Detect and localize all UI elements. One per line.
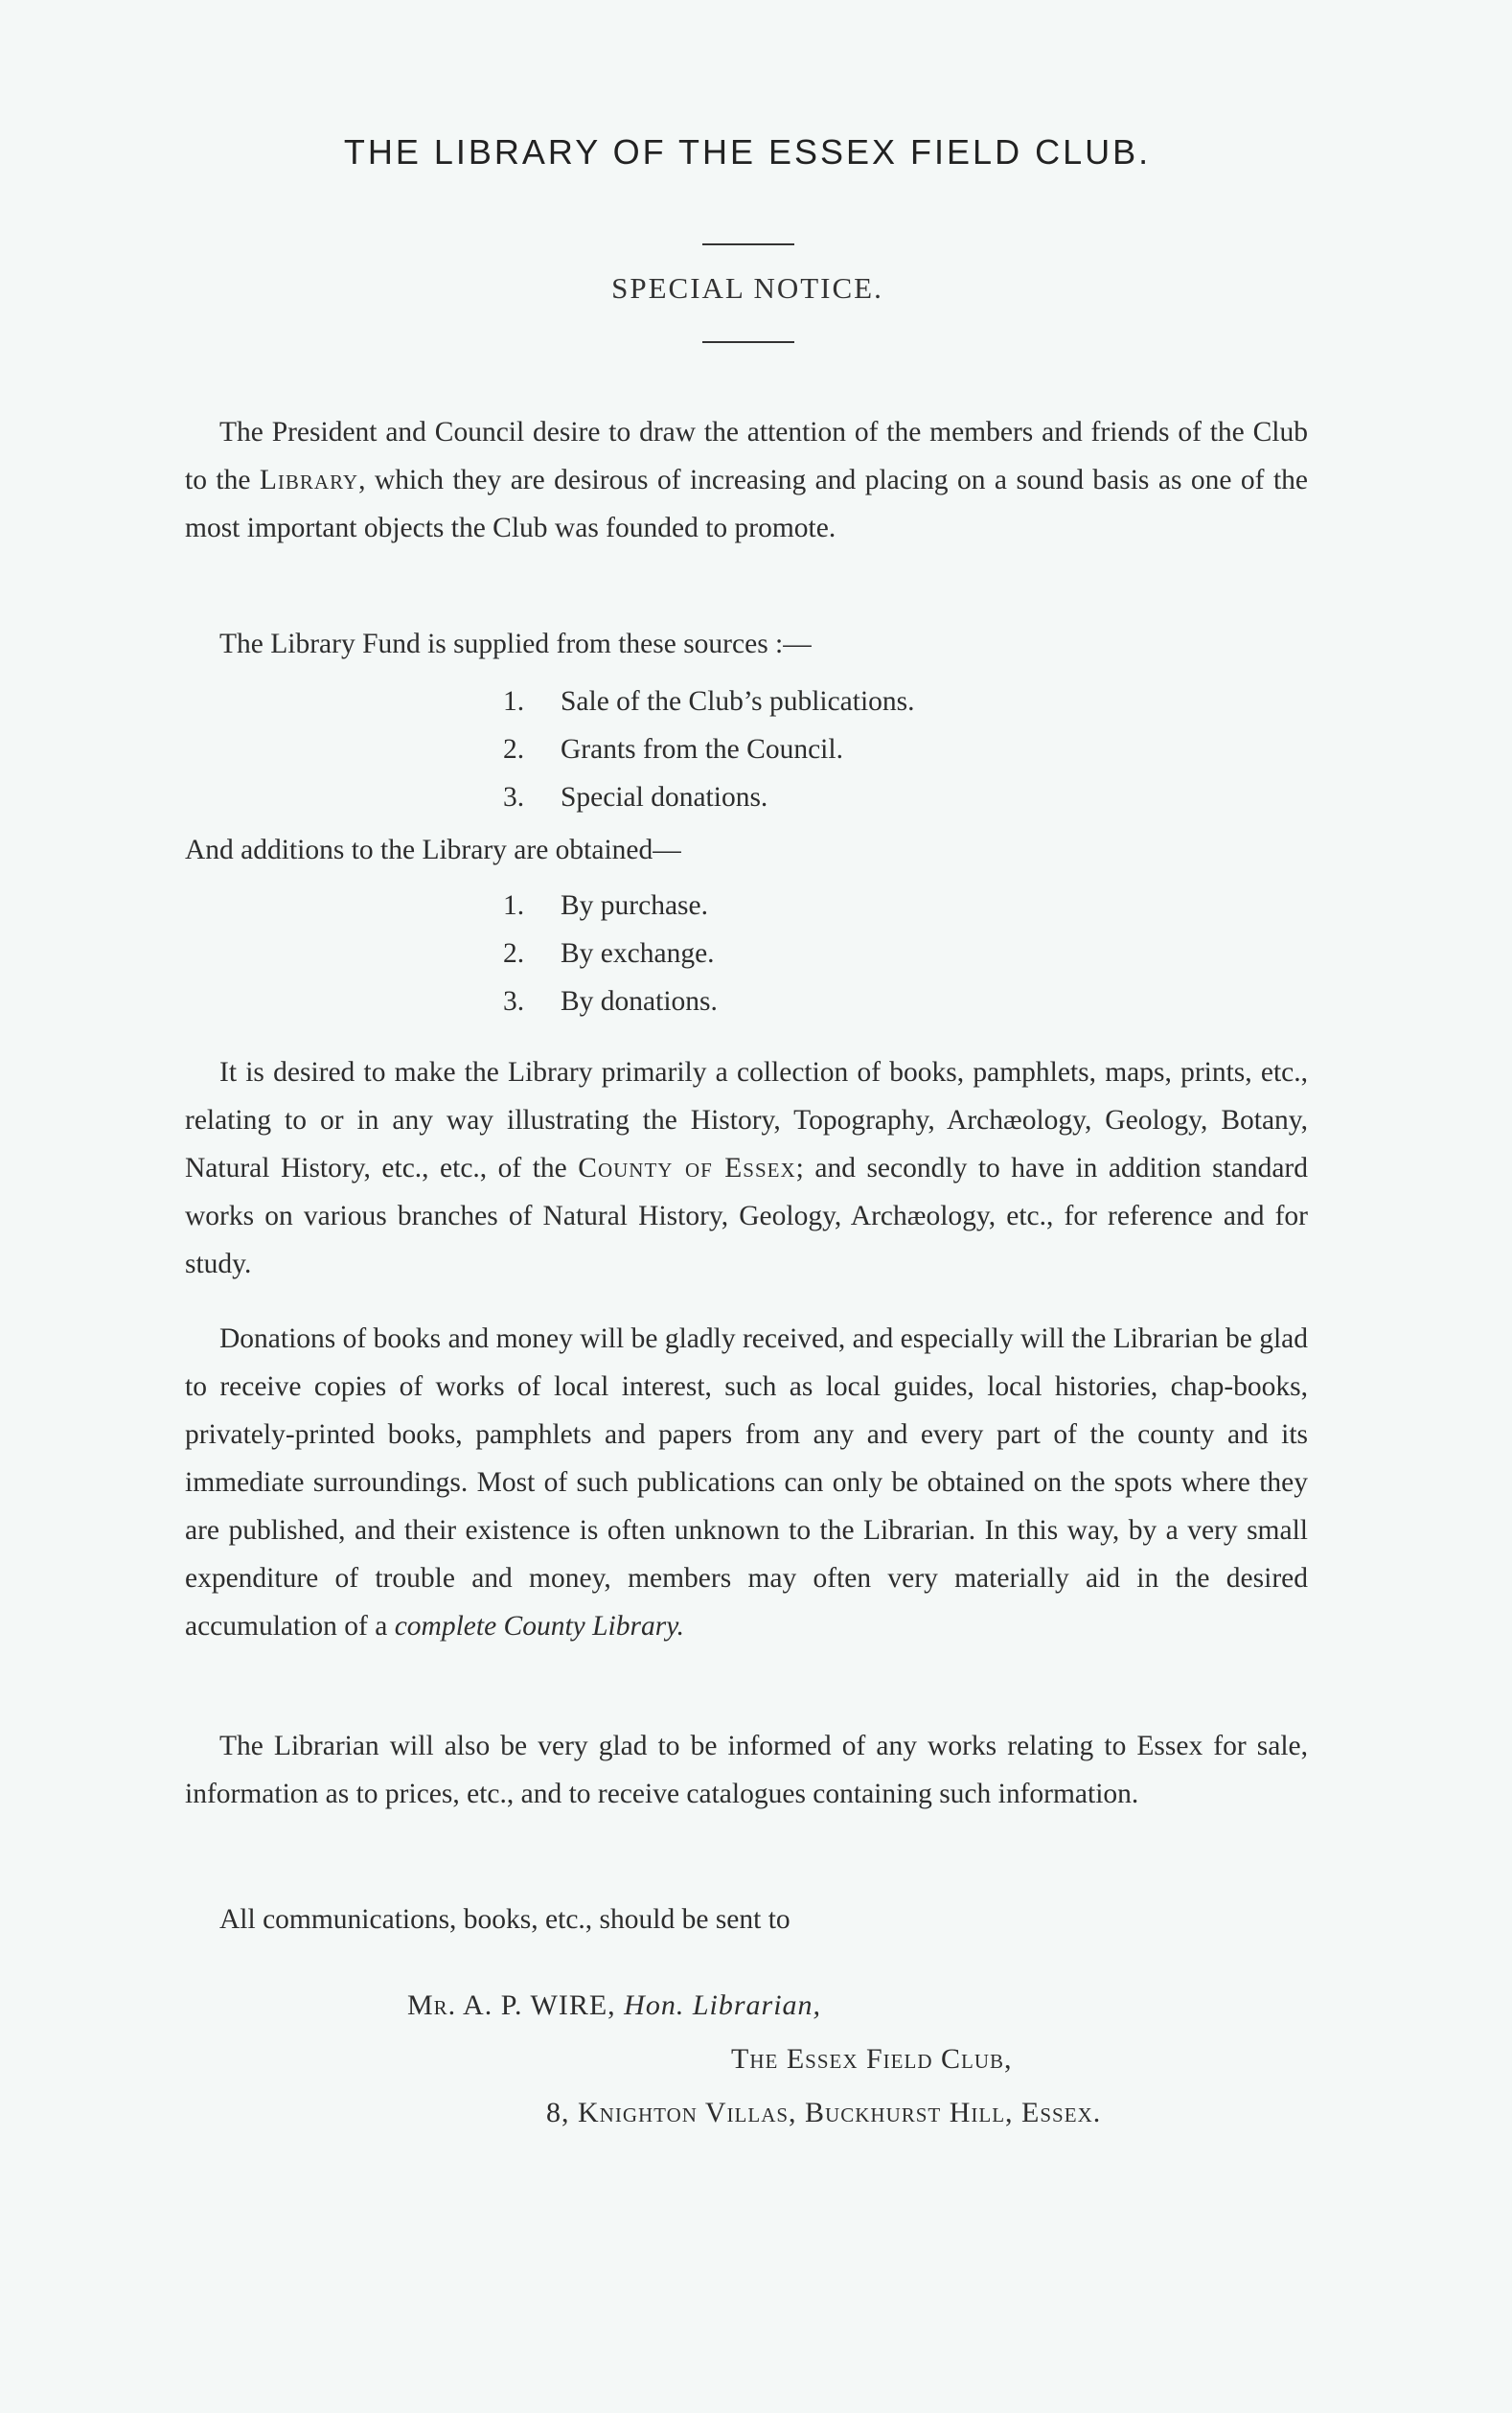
purpose-paragraph: It is desired to make the Library primarily a collection of books, pamphlets, maps, prints, etc., relating to or in any way illustrating the History, Topography, Archæology, Geology, Botany, Natural History, etc., etc., of the County of Essex; and secondly to have in addition standard works on various branches of Natural History, Geology, Archæology, etc., for reference and for study. bbox=[185, 1057, 1309, 1279]
top-divider bbox=[702, 243, 794, 245]
complete-county-library: complete County Library. bbox=[394, 1611, 685, 1642]
additions-intro: And additions to the Library are obtained— bbox=[185, 835, 681, 865]
addition-item: 1. By purchase. bbox=[503, 890, 709, 921]
addition-item: 3. By donations. bbox=[503, 986, 718, 1017]
fund-source-item: 2. Grants from the Council. bbox=[503, 734, 843, 765]
fund-intro: The Library Fund is supplied from these sources :— bbox=[219, 629, 812, 659]
intro-paragraph: The President and Council desire to draw the attention of the members and friends of the Club to the Library, which they are desirous of increasing and placing on a sound basis as one of the most important objects the Club was founded to promote. bbox=[185, 417, 1308, 543]
county-term: County of Essex bbox=[578, 1153, 796, 1184]
library-term: Library bbox=[259, 465, 359, 495]
fund-source-item: 1. Sale of the Club’s publications. bbox=[503, 686, 915, 717]
bottom-divider bbox=[702, 341, 794, 343]
librarian-note-paragraph: The Librarian will also be very glad to be informed of any works relating to Essex for sale, information as to prices, etc., and to receive catalogues containing such information. bbox=[185, 1731, 1308, 1809]
communications-line: All communications, books, etc., should be sent to bbox=[219, 1904, 790, 1935]
fund-source-item: 3. Special donations. bbox=[503, 782, 768, 813]
address-street-line: 8, Knighton Villas, Buckhurst Hill, Essex. bbox=[546, 2097, 1102, 2128]
page-subtitle: SPECIAL NOTICE. bbox=[611, 271, 883, 305]
address-name-line: Mr. A. P. WIRE, Hon. Librarian, bbox=[407, 1989, 822, 2021]
addition-item: 2. By exchange. bbox=[503, 938, 715, 969]
donations-paragraph: Donations of books and money will be gladly received, and especially will the Librarian be glad to receive copies of works of local interest, such as local guides, local histories, chap-books, privately-printed books, pamphlets and papers from any and every part of the county and its immediate surroundings. Most of such publications can only be obtained on the spots where they are published, and their existence is often unknown to the Librarian. In this way, by a very small expenditure of trouble and money, members may often very materially aid in the desired accumulation of a complete County Library. bbox=[185, 1323, 1308, 1642]
address-club-line: The Essex Field Club, bbox=[731, 2043, 1013, 2075]
page-title: THE LIBRARY OF THE ESSEX FIELD CLUB. bbox=[343, 132, 1152, 172]
